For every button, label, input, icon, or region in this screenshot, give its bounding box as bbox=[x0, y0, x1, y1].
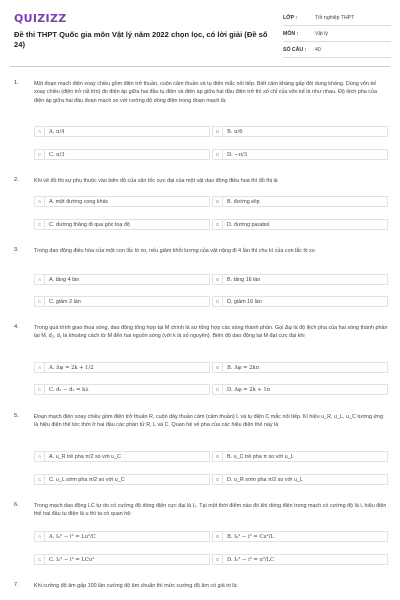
question-5 bbox=[10, 413, 390, 493]
option-letter: A bbox=[35, 452, 45, 461]
question-1 bbox=[10, 80, 390, 180]
option-d[interactable] bbox=[212, 474, 388, 485]
option-a[interactable] bbox=[34, 451, 210, 462]
option-text: A. một đường cong khác bbox=[49, 198, 109, 205]
option-letter: D bbox=[213, 385, 223, 394]
option-b[interactable] bbox=[212, 531, 388, 542]
option-letter: C bbox=[35, 555, 45, 564]
option-text: C. I₀² − i² = LCu² bbox=[49, 556, 95, 563]
option-text: D. u_R sớm pha π/2 so với u_L bbox=[227, 476, 303, 483]
meta-value: 40 bbox=[315, 46, 321, 53]
option-b[interactable] bbox=[212, 126, 388, 137]
option-text: B. u_C trễ pha π so với u_L bbox=[227, 453, 294, 460]
option-text: C. π/3 bbox=[49, 151, 65, 158]
option-c[interactable] bbox=[34, 474, 210, 485]
meta-table bbox=[283, 10, 391, 58]
option-letter: A bbox=[35, 363, 45, 372]
option-letter: C bbox=[35, 385, 45, 394]
option-a[interactable] bbox=[34, 126, 210, 137]
option-c[interactable] bbox=[34, 149, 210, 160]
option-letter: D bbox=[213, 297, 223, 306]
question-number: 2. bbox=[14, 177, 19, 183]
meta-label: SỐ CÂU : bbox=[283, 46, 307, 53]
question-number: 7. bbox=[14, 582, 19, 588]
option-text: D. −π/3 bbox=[227, 151, 248, 158]
option-letter: A bbox=[35, 532, 45, 541]
option-letter: B bbox=[213, 363, 223, 372]
question-text: Khi cường độ âm gấp 100 lần cường độ âm chuẩn thì mức cường độ âm có giá trị là: bbox=[34, 583, 238, 589]
option-b[interactable] bbox=[212, 196, 388, 207]
option-text: B. π/6 bbox=[227, 128, 243, 135]
page-header bbox=[0, 0, 400, 64]
option-letter: D bbox=[213, 555, 223, 564]
question-4 bbox=[10, 324, 390, 404]
option-c[interactable] bbox=[34, 296, 210, 307]
option-text: C. u_L sớm pha π/2 so với u_C bbox=[49, 476, 125, 483]
question-2 bbox=[10, 177, 390, 237]
option-a[interactable] bbox=[34, 196, 210, 207]
question-text: Trong quá trình giao thoa sóng, dao động tổng hợp tại M chính là sự tổng hợp các sóng thành phần. Gọi Δφ là độ lệch pha của hai sóng thành phần tại M, d₂, d₁ là khoảng cách từ M đến hai nguồn sóng (với k là số nguyên). Biên độ dao động tại M đạt cực đại khi bbox=[34, 325, 388, 340]
option-letter: B bbox=[213, 127, 223, 136]
meta-value: Vật lý bbox=[315, 30, 328, 37]
option-text: B. Δφ = 2kπ bbox=[227, 364, 259, 371]
option-a[interactable] bbox=[34, 274, 210, 285]
meta-value: Tốt nghiệp THPT bbox=[315, 14, 355, 21]
option-letter: A bbox=[35, 275, 45, 284]
option-d[interactable] bbox=[212, 296, 388, 307]
option-letter: C bbox=[35, 150, 45, 159]
question-number: 5. bbox=[14, 413, 19, 419]
option-text: A. I₀² − i² = Lu²/C bbox=[49, 533, 96, 540]
option-d[interactable] bbox=[212, 219, 388, 230]
option-text: D. đường parabol bbox=[227, 221, 270, 228]
option-text: A. π/4 bbox=[49, 128, 65, 135]
option-text: C. giảm 2 lần bbox=[49, 298, 81, 305]
question-6 bbox=[10, 502, 390, 574]
question-text: Trong dao động điều hòa của một con lắc lò xo, nếu giảm khối lượng của vật nặng đi 4 lần thì chu kì của con lắc lò xo bbox=[34, 248, 315, 254]
quizizz-logo: QUIZIZZ bbox=[14, 12, 67, 25]
option-b[interactable] bbox=[212, 362, 388, 373]
option-b[interactable] bbox=[212, 274, 388, 285]
option-text: D. Δφ = 2k + 1π bbox=[227, 386, 271, 393]
question-number: 6. bbox=[14, 502, 19, 508]
question-number: 1. bbox=[14, 80, 19, 86]
document-title: Đề thi THPT Quốc gia môn Vật lý năm 2022 chọn lọc, có lời giải (Đề số 24) bbox=[14, 30, 268, 49]
option-text: B. đường elip bbox=[227, 198, 260, 205]
option-text: D. giảm 16 lần bbox=[227, 298, 262, 305]
option-text: B. tăng 16 lần bbox=[227, 276, 261, 283]
meta-row-count bbox=[283, 42, 391, 58]
option-letter: B bbox=[213, 275, 223, 284]
question-3 bbox=[10, 247, 390, 317]
option-letter: C bbox=[35, 220, 45, 229]
question-number: 4. bbox=[14, 324, 19, 330]
option-text: A. tăng 4 lần bbox=[49, 276, 80, 283]
option-text: C. đường thẳng đi qua gốc toạ độ bbox=[49, 221, 130, 228]
option-a[interactable] bbox=[34, 362, 210, 373]
option-text: C. d₂ − d₁ = kλ bbox=[49, 386, 89, 393]
question-text: Đoạn mạch điện xoay chiều gồm điện trở thuần R, cuộn dây thuần cảm (cảm thuần) L và tụ điện C mắc nối tiếp. Kí hiệu u_R, u_L, u_C tương ứng là hiệu điện thế tức thời ở hai đầu các phần tử R, L và C. Quan hệ về pha của các hiệu điện thế này là bbox=[34, 414, 384, 429]
option-text: A. u_R trễ pha π/2 so với u_C bbox=[49, 453, 121, 460]
option-letter: D bbox=[213, 150, 223, 159]
option-c[interactable] bbox=[34, 219, 210, 230]
meta-label: LỚP : bbox=[283, 14, 298, 21]
question-text: Trong mạch dao động LC tự do có cường độ dòng điện cực đại là I₀. Tại một thời điểm nào đó khi dòng điện trong mạch có cường độ là i, hiệu điện thế hai đầu tụ điện là u thì ta có quan hệ: bbox=[34, 503, 387, 518]
option-d[interactable] bbox=[212, 384, 388, 395]
option-text: B. I₀² − i² = Cu²/L bbox=[227, 533, 274, 540]
option-text: D. I₀² − i² = u²/LC bbox=[227, 556, 275, 563]
option-c[interactable] bbox=[34, 384, 210, 395]
option-letter: A bbox=[35, 127, 45, 136]
question-text: Khi vẽ đồ thị sự phụ thuộc vào biên độ của vận tốc cực đại của một vật dao động điều hoà thì đồ thị là bbox=[34, 178, 278, 184]
header-divider bbox=[10, 66, 390, 67]
option-d[interactable] bbox=[212, 149, 388, 160]
option-letter: C bbox=[35, 297, 45, 306]
option-text: A. Δφ = 2k + 1/2 bbox=[49, 364, 94, 371]
option-letter: D bbox=[213, 475, 223, 484]
option-letter: C bbox=[35, 475, 45, 484]
option-b[interactable] bbox=[212, 451, 388, 462]
option-letter: B bbox=[213, 532, 223, 541]
option-d[interactable] bbox=[212, 554, 388, 565]
option-letter: B bbox=[213, 197, 223, 206]
option-letter: A bbox=[35, 197, 45, 206]
question-7 bbox=[10, 582, 390, 596]
option-a[interactable] bbox=[34, 531, 210, 542]
option-c[interactable] bbox=[34, 554, 210, 565]
meta-label: MÔN : bbox=[283, 30, 299, 37]
question-text: Một đoạn mạch điện xoay chiều gồm điện trở thuần, cuộn cảm thuần và tụ điện mắc nối tiếp. Biết cảm kháng gấp đôi dung kháng. Dùng vôn kế xoay chiều (điện trở rất lớn) đo điện áp giữa hai đầu tụ điện và điện áp giữa hai đầu điện trở thì số chỉ của vôn kế là như nhau. Độ lệch pha của điện áp giữa hai đầu đoạn mạch so với cường độ dòng điện trong đoạn mạch là: bbox=[34, 81, 377, 104]
question-number: 3. bbox=[14, 247, 19, 253]
meta-row-subject bbox=[283, 26, 391, 42]
meta-row-class bbox=[283, 10, 391, 26]
option-letter: D bbox=[213, 220, 223, 229]
option-letter: B bbox=[213, 452, 223, 461]
